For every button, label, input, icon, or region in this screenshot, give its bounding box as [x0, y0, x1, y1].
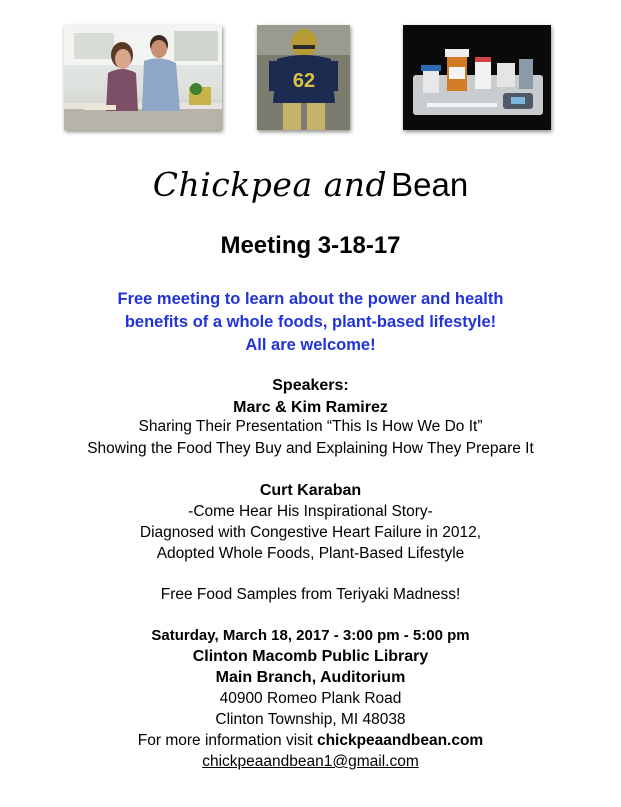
event-address-1: 40900 Romeo Plank Road	[219, 690, 402, 707]
intro-line-2: benefits of a whole foods, plant-based lifestyle!	[124, 313, 497, 331]
speaker2-line-3: Adopted Whole Foods, Plant-Based Lifestyle	[156, 545, 465, 562]
speaker1-line-2: Showing the Food They Buy and Explaining How They Prepare It	[87, 440, 534, 457]
event-address-2: Clinton Township, MI 48038	[215, 711, 406, 728]
logo-script-text: Chickpea and	[152, 165, 388, 204]
football-player-62-photo	[257, 25, 350, 130]
speaker1-name: Marc & Kim Ramirez	[233, 399, 388, 416]
event-datetime: Saturday, March 18, 2017 - 3:00 pm - 5:00 pm	[151, 627, 470, 644]
speaker2-name: Curt Karaban	[259, 482, 362, 499]
logo-bold-text: Bean	[391, 166, 469, 203]
speaker2-line-1: -Come Hear His Inspirational Story-	[188, 503, 433, 520]
medications-photo	[403, 25, 551, 130]
event-branch: Main Branch, Auditorium	[215, 669, 406, 686]
jersey-number: 62	[292, 70, 316, 92]
couple-cooking-photo	[64, 25, 222, 130]
speakers-heading: Speakers:	[272, 377, 349, 394]
email-link[interactable]: chickpeaandbean1@gmail.com	[202, 753, 419, 770]
website-link[interactable]: chickpeaandbean.com	[316, 732, 484, 749]
samples-text: Free Food Samples from Teriyaki Madness!	[160, 586, 461, 603]
intro-line-1: Free meeting to learn about the power and health	[117, 290, 504, 308]
event-info-prefix: For more information visit	[137, 732, 317, 749]
event-venue: Clinton Macomb Public Library	[192, 648, 429, 665]
intro-line-3: All are welcome!	[245, 336, 376, 354]
page-title: Meeting 3-18-17	[220, 232, 401, 259]
speaker1-line-1: Sharing Their Presentation “This Is How We Do It”	[138, 418, 483, 435]
email-line	[0, 753, 621, 771]
event-info	[0, 732, 621, 750]
speaker2-line-2: Diagnosed with Congestive Heart Failure in 2012,	[139, 524, 482, 541]
logo	[0, 165, 621, 204]
